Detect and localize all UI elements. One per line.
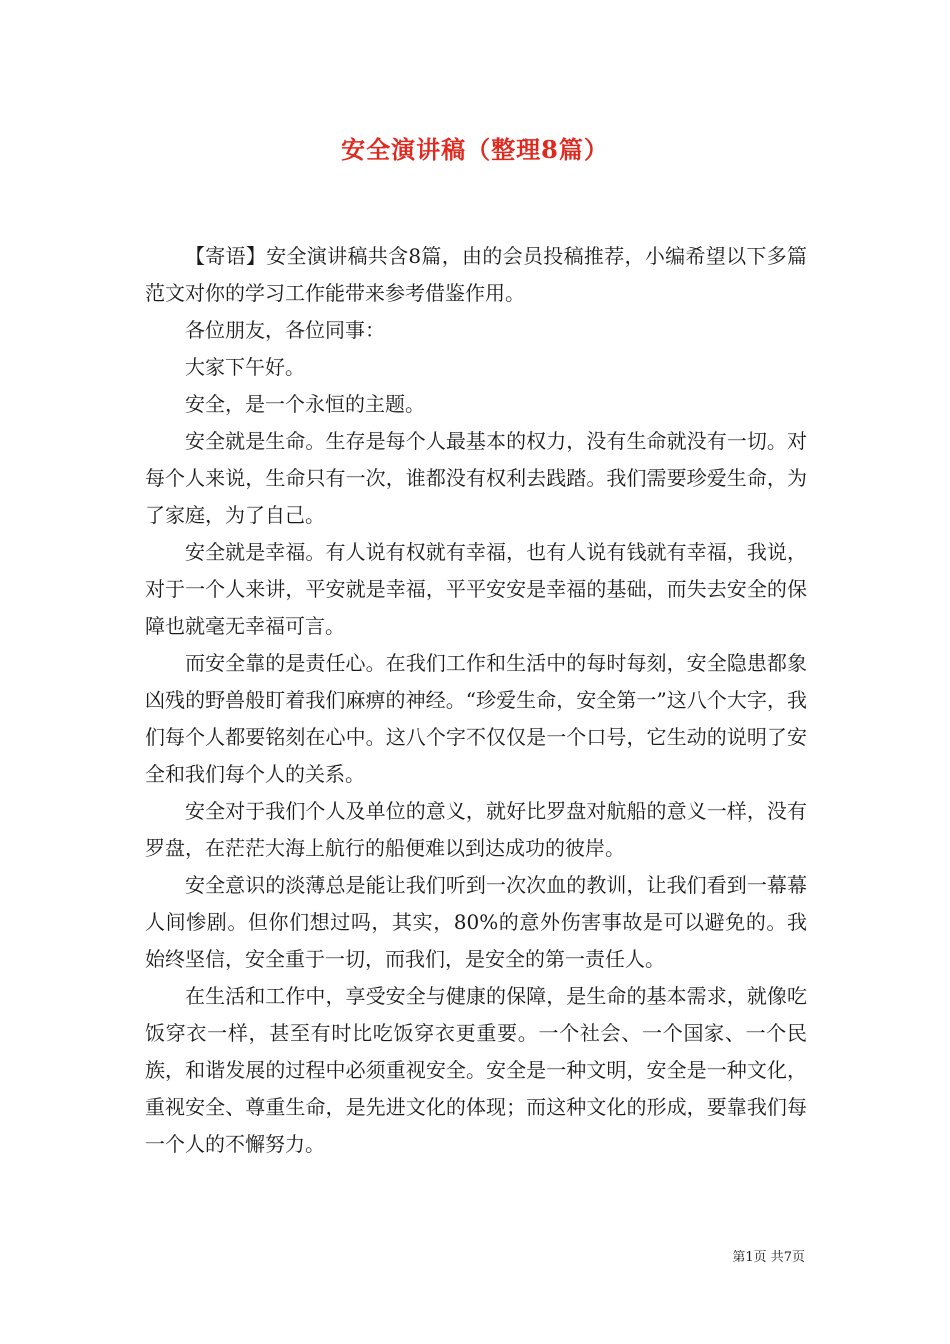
paragraph-culture: 在生活和工作中，享受安全与健康的保障，是生命的基本需求，就像吃饭穿衣一样，甚至有时比吃饭穿衣更重要。一个社会、一个国家、一个民族，和谐发展的过程中必须重视安全。安全是一种文明，安全是一种文化，重视安全、尊重生命，是先进文化的体现；而这种文化的形成，要靠我们每一个人的不懈努力。 (145, 984, 807, 1156)
paragraph-responsibility: 而安全靠的是责任心。在我们工作和生活中的每时每刻，安全隐患都象凶残的野兽般盯着我们麻痹的神经。“珍爱生命，安全第一”这八个大字，我们每个人都要铭刻在心中。这八个字不仅仅是一个口号，它生动的说明了安全和我们每个人的关系。 (145, 651, 807, 786)
paragraph-life: 安全就是生命。生存是每个人最基本的权力，没有生命就没有一切。对每个人来说，生命只有一次，谁都没有权利去践踏。我们需要珍爱生命，为了家庭，为了自己。 (145, 429, 807, 527)
document-title: 安全演讲稿（整理8篇） (341, 135, 609, 164)
paragraph-foreword: 【寄语】安全演讲稿共含8篇，由的会员投稿推荐，小编希望以下多篇范文对你的学习工作能带来参考借鉴作用。 (145, 244, 807, 305)
page-number: 第1页 共7页 (732, 1250, 805, 1265)
paragraph-greeting: 大家下午好。 (185, 355, 305, 379)
paragraph-awareness: 安全意识的淡薄总是能让我们听到一次次血的教训，让我们看到一幕幕人间惨剧。但你们想过吗，其实，80%的意外伤害事故是可以避免的。我始终坚信，安全重于一切，而我们，是安全的第一责任人。 (145, 873, 807, 971)
paragraph-salutation: 各位朋友，各位同事： (185, 318, 385, 342)
document-body (145, 238, 807, 1163)
paragraph-happiness: 安全就是幸福。有人说有权就有幸福，也有人说有钱就有幸福，我说，对于一个人来讲，平安就是幸福，平平安安是幸福的基础，而失去安全的保障也就毫无幸福可言。 (145, 540, 807, 638)
paragraph-compass: 安全对于我们个人及单位的意义，就好比罗盘对航船的意义一样，没有罗盘，在茫茫大海上航行的船便难以到达成功的彼岸。 (145, 799, 807, 860)
paragraph-theme: 安全，是一个永恒的主题。 (185, 392, 425, 416)
